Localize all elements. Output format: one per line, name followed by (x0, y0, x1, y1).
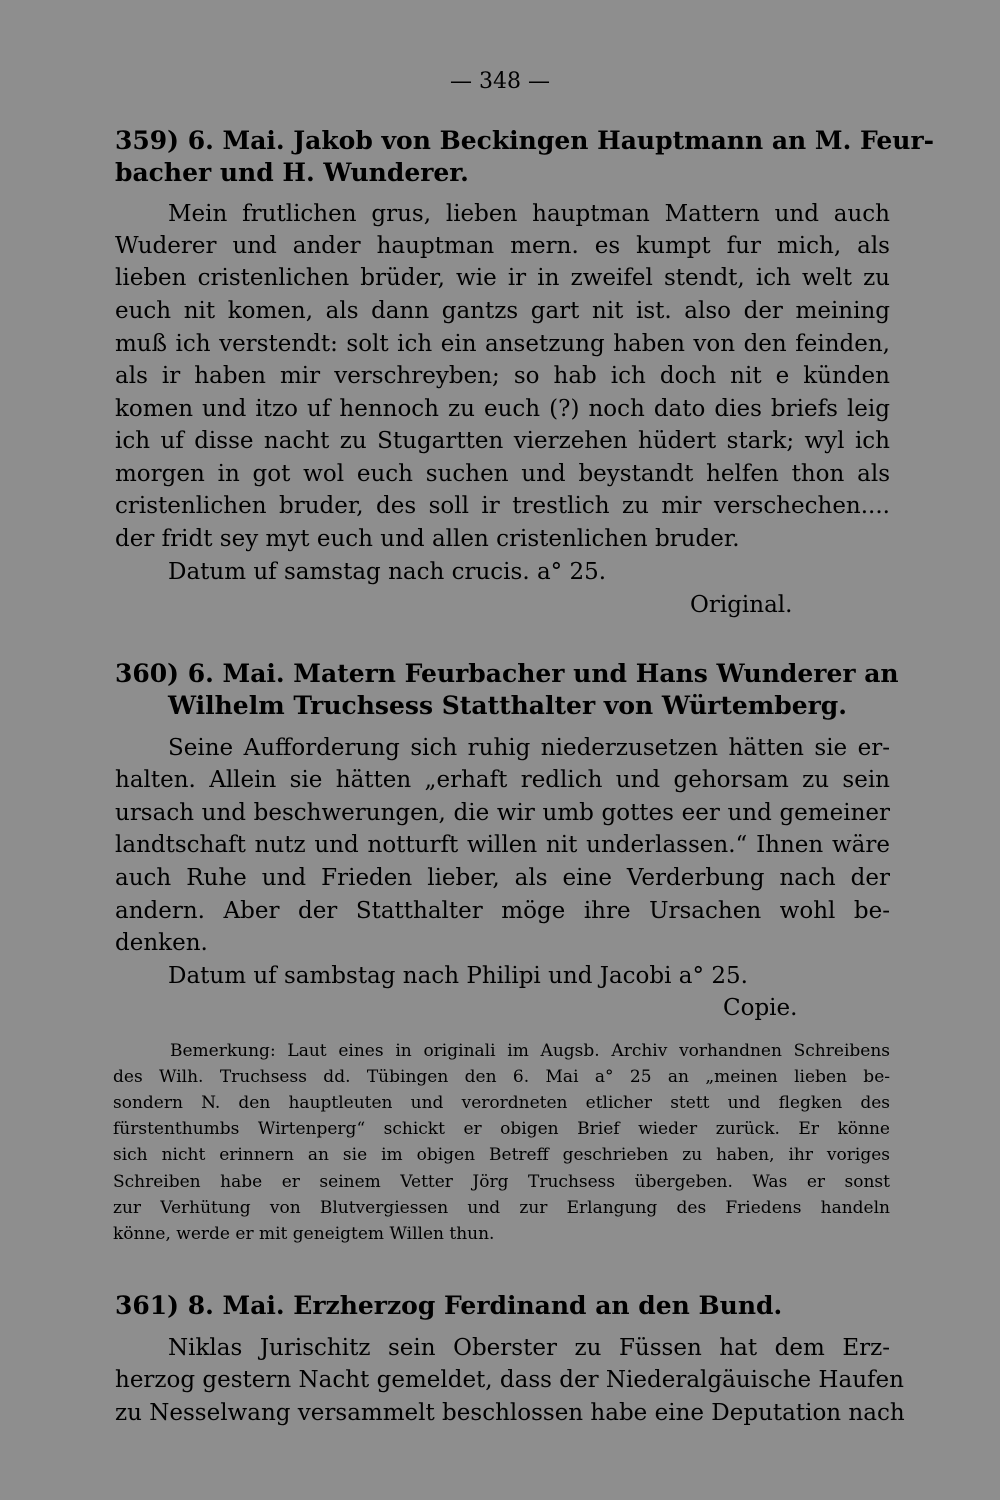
entry-359-body-line: als ir haben mir verschreyben; so hab ich doch nit e künden (115, 363, 890, 389)
entry-360-note-line: Schreiben habe er seinem Vetter Jörg Truchsess übergeben. Was er sonst (113, 1172, 890, 1192)
entry-360-note-line: sondern N. den hauptleuten und verordneten etlicher stett und flegken des (113, 1093, 890, 1113)
entry-359-body-line: lieben cristenlichen brüder, wie ir in zweifel stendt, ich welt zu (115, 265, 890, 291)
entry-360-date: Datum uf sambstag nach Philipi und Jacobi a° 25. (168, 963, 748, 989)
page-number: — 348 — (450, 69, 550, 94)
entry-359-body-line: morgen in got wol euch suchen und beystandt helfen thon als (115, 461, 890, 487)
entry-360-body-line: auch Ruhe und Frieden lieber, als eine Verderbung nach der (115, 865, 890, 891)
entry-360-note-line: Bemerkung: Laut eines in originali im Augsb. Archiv vorhandnen Schreibens (170, 1041, 890, 1061)
entry-359-body-line: komen und itzo uf hennoch zu euch (?) noch dato dies briefs leig (115, 396, 890, 422)
entry-360-heading-line-1: 360) 6. Mai. Matern Feurbacher und Hans Wunderer an (115, 659, 899, 688)
entry-360-note-line: fürstenthumbs Wirtenperg“ schickt er obigen Brief wieder zurück. Er könne (113, 1119, 890, 1139)
entry-360-body-line: andern. Aber der Statthalter möge ihre Ursachen wohl be- (115, 898, 890, 924)
entry-361-body-line: herzog gestern Nacht gemeldet, dass der Niederalgäuische Haufen (115, 1367, 904, 1393)
entry-361-heading: 361) 8. Mai. Erzherzog Ferdinand an den Bund. (115, 1291, 783, 1320)
entry-359-heading-line-1: 359) 6. Mai. Jakob von Beckingen Hauptmann an M. Feur- (115, 126, 935, 155)
entry-359-date: Datum uf samstag nach crucis. a° 25. (168, 559, 607, 585)
entry-359-body-line: ich uf disse nacht zu Stugartten vierzehen hüdert stark; wyl ich (115, 428, 890, 454)
entry-360-body-line: denken. (115, 930, 208, 956)
entry-359-source: Original. (690, 592, 793, 618)
entry-360-source: Copie. (723, 995, 798, 1021)
entry-359-body-line: Wuderer und ander hauptman mern. es kumpt fur mich, als (115, 233, 890, 259)
entry-360-body-line: Seine Aufforderung sich ruhig niederzusetzen hätten sie er- (168, 735, 890, 761)
entry-360-note-line: sich nicht erinnern an sie im obigen Betreff geschrieben zu haben, ihr voriges (113, 1145, 890, 1165)
entry-361-body-line: zu Nesselwang versammelt beschlossen habe eine Deputation nach (115, 1400, 905, 1426)
entry-360-heading-line-2: Wilhelm Truchsess Statthalter von Würtemberg. (168, 691, 847, 720)
entry-360-note-line: könne, werde er mit geneigtem Willen thun. (113, 1224, 495, 1244)
entry-360-body-line: landtschaft nutz und notturft willen nit underlassen.“ Ihnen wäre (115, 832, 890, 858)
entry-360-body-line: ursach und beschwerungen, die wir umb gottes eer und gemeiner (115, 800, 890, 826)
entry-359-body-line: euch nit komen, als dann gantzs gart nit ist. also der meining (115, 298, 890, 324)
entry-359-heading-line-2: bacher und H. Wunderer. (115, 158, 469, 187)
entry-359-body-line: muß ich verstendt: solt ich ein ansetzung haben von den feinden, (115, 331, 890, 357)
entry-361-body-line: Niklas Jurischitz sein Oberster zu Füssen hat dem Erz- (168, 1335, 890, 1361)
entry-360-body-line: halten. Allein sie hätten „erhaft redlich und gehorsam zu sein (115, 767, 890, 793)
entry-359-body-line: cristenlichen bruder, des soll ir trestlich zu mir verschechen.... (115, 493, 890, 519)
entry-359-body-line: Mein frutlichen grus, lieben hauptman Mattern und auch (168, 201, 890, 227)
entry-359-body-line: der fridt sey myt euch und allen cristenlichen bruder. (115, 526, 740, 552)
entry-360-note-line: zur Verhütung von Blutvergiessen und zur Erlangung des Friedens handeln (113, 1198, 890, 1218)
entry-360-note-line: des Wilh. Truchsess dd. Tübingen den 6. Mai a° 25 an „meinen lieben be- (113, 1067, 890, 1087)
